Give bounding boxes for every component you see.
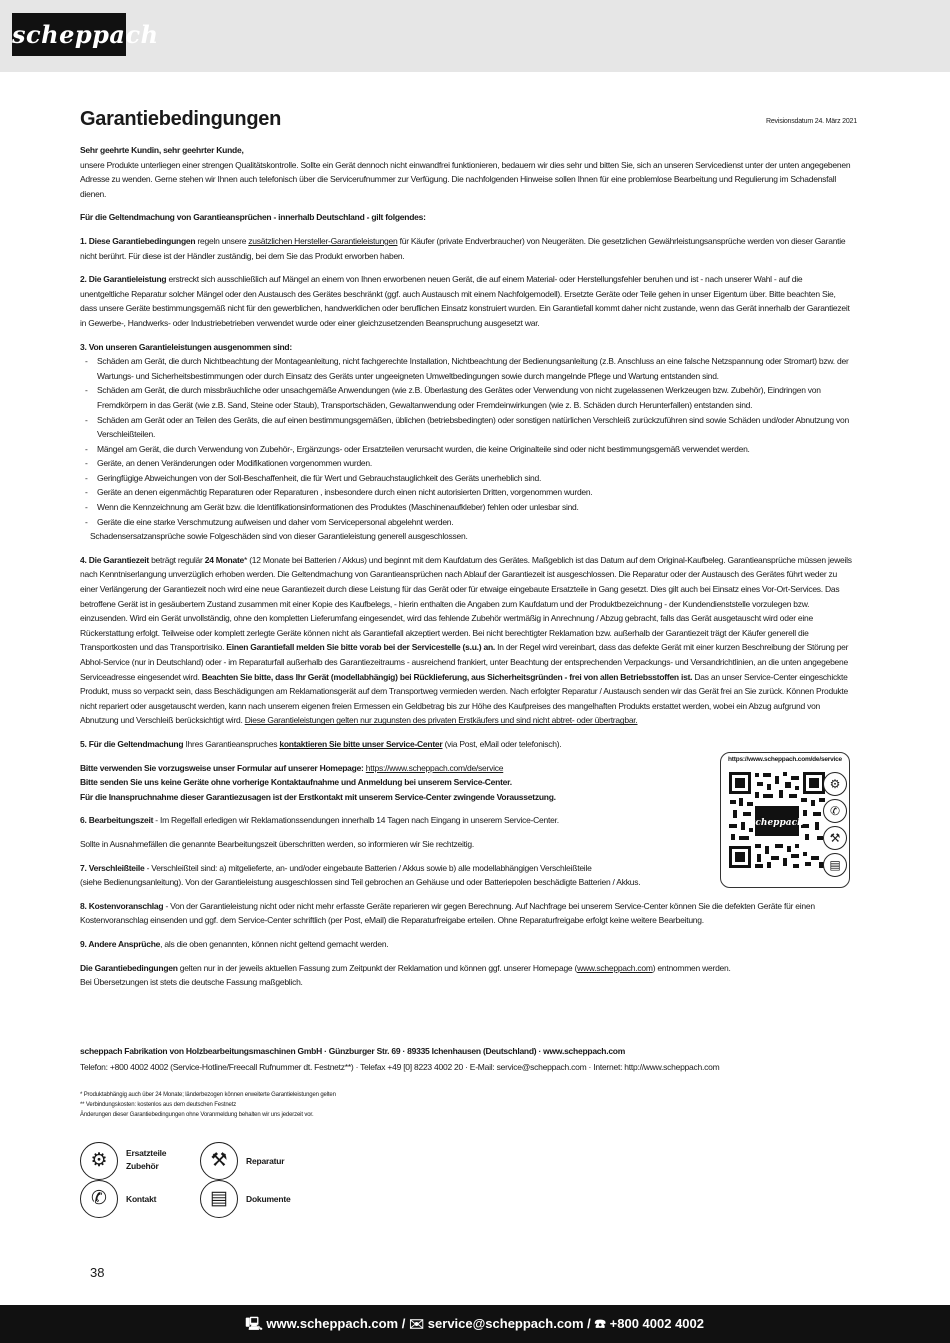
scope-heading: Für die Geltendmachung von Garantieansprüchen - innerhalb Deutschland - gilt folgendes: [80,212,426,223]
spare-parts-icon: ⚙ [823,772,847,796]
footnote: ** Verbindungskosten: kostenlos aus dem deutschen Festnetz [80,1102,237,1108]
section-5: 5. Für die Geltendmachung Ihres Garantieanspruches kontaktieren Sie bitte unser Service-Center (via Post, eMail oder telefonisch). [80,738,562,749]
footnotes [80,1090,336,1120]
section-8: 8. Kostenvoranschlag - Von der Garantieleistung nicht oder nicht mehr erfasste Geräte reparieren wir gegen Berechnung. Auf Nachfrage bei unserem Service-Center können Sie die defekten Geräte für einen Kostenvoranschlag einsenden und ggf. dem Service-Center schriftlich (per Post, eMail) die Reparaturfreigabe erteilen. Ohne Reparaturfreigabe erfolgt keine weitere Bearbeitung. [80,900,815,926]
list-item: - Geräte an denen eigenmächtig Reparaturen oder Reparaturen , insbesondere durch einen nicht autorisierten Dritten, vorgenommen wurden. [85,485,852,500]
phone-number[interactable]: +800 4002 4002 [609,1316,704,1331]
documents-icon: ▤ [823,853,847,877]
section-3-closing: Schadensersatzansprüche sowie Folgeschäden sind von dieser Garantieleistung generell ausgeschlossen. [90,531,468,542]
section-3-heading: 3. Von unseren Garantieleistungen ausgenommen sind: [80,341,292,352]
legend-contact: ✆ Kontakt [80,1180,200,1220]
computer-icon: 🖳 [245,1316,263,1331]
page-number: 38 [90,1265,105,1280]
homepage-link[interactable]: www.scheppach.com [577,962,653,973]
qr-url: https://www.scheppach.com/de/service [728,756,842,763]
manufacturer-warranty-link: zusätzlichen Hersteller-Garantieleistungen [248,235,398,246]
list-item: - Geräte, an denen Veränderungen oder Modifikationen vorgenommen wurden. [85,456,852,471]
footnote: * Produktabhängig auch über 24 Monate; länderbezogen können erweiterte Garantieleistungen gelten [80,1092,336,1098]
section-6-note: Sollte in Ausnahmefällen die genannte Bearbeitungszeit überschritten werden, so informieren wir Sie rechtzeitig. [80,838,474,849]
list-item: - Mängel am Gerät, die durch Verwendung von Zubehör-, Ergänzungs- oder Ersatzteilen verursacht wurden, die keine Originalteile sind oder nicht bestimmungsgemäß verwendet werden. [85,442,852,457]
service-form-link[interactable]: https://www.scheppach.com/de/service [365,762,504,773]
company-line-1: scheppach Fabrikation von Holzbearbeitungsmaschinen GmbH · Günzburger Str. 69 · 89335 Ichenhausen (Deutschland) · www.scheppach.com [80,1046,626,1056]
footnote: Änderungen dieser Garantiebedingungen ohne Voranmeldung behalten wir uns jederzeit vor. [80,1112,314,1118]
list-item: - Geringfügige Abweichungen von der Soll-Beschaffenheit, die für Wert und Gebrauchstauglichkeit des Geräts unerheblich sind. [85,471,852,486]
contact-icon: ✆ [823,799,847,823]
logo-text: scheppach [12,20,159,49]
section-6: 6. Bearbeitungszeit - Im Regelfall erledigen wir Reklamationssendungen innerhalb 14 Tagen nach Eingang in unserem Service-Center. [80,815,559,826]
section-9: 9. Andere Ansprüche, als die oben genannten, können nicht geltend gemacht werden. [80,938,389,949]
website-link[interactable]: www.scheppach.com [266,1316,399,1331]
list-item: - Schäden am Gerät oder an Teilen des Geräts, die auf einen bestimmungsgemäßen, üblichen (betriebsbedingten) oder sonstigen natürlichen Verschleiß zurückzuführen sind sowie Schäden und/oder Abnutzung von Verschleißteilen. [85,413,852,442]
repair-icon: ⚒ [823,826,847,850]
revision-date: Revisionsdatum 24. März 2021 [766,118,857,125]
qr-badge: scheppach [750,818,804,828]
salutation: Sehr geehrte Kundin, sehr geehrter Kunde, [80,145,244,155]
header-bar [0,0,950,72]
intro-paragraph: unsere Produkte unterliegen einer strengen Qualitätskontrolle. Sollte ein Gerät dennoch nicht einwandfrei funktionieren, bedauern wir dies sehr und bitten Sie, sich an unseren Servicedienst unter der unten angegebenen Adresse zu wenden. Gerne stehen wir Ihnen auch telefonisch über die Servicerufnummer zur Verfügung. Die nachfolgenden Hinweise sollen Ihnen für eine problemlose Bearbeitung und Regulierung im Schadensfall dienen. [80,159,851,199]
documents-icon: ▤ [200,1180,238,1218]
exclusions-list [80,354,852,529]
contact-icon: ✆ [80,1180,118,1218]
list-item: - Schäden am Gerät, die durch missbräuchliche oder unsachgemäße Anwendungen (wie z.B. Überlastung des Gerätes oder Verwendung von nicht zugelassenen Werkzeugen bzw. Zubehör), Eindringen von Fremdkörpern in das Gerät (wie z.B. Sand, Steine oder Staub), Transportschäden, Gewaltanwendung oder Fremdeinwirkungen (wie z. B. Schäden durch Herunterfallen) entstanden sind. [85,383,852,412]
page-title: Garantiebedingungen [80,108,281,130]
contact-bar: 🖳 www.scheppach.com / ✉ service@scheppach.com / ☎ +800 4002 4002 [0,1305,950,1343]
company-line-2: Telefon: +800 4002 4002 (Service-Hotline/Freecall Rufnummer dt. Festnetz**) · Telefax +49 [0] 8223 4002 20 · E-Mail: service@scheppach.com · Internet: http://www.scheppach.com [80,1061,720,1072]
section-4: 4. Die Garantiezeit beträgt regulär 24 Monate* (12 Monate bei Batterien / Akkus) und beginnt mit dem Kaufdatum des Gerätes. Maßgeblich ist das Datum auf dem Original-Kaufbeleg. Garantieansprüche müssen jeweils nach Kenntniserlangung unverzüglich erhoben werden. Die Geltendmachung von Garantieansprüchen nach Ablauf der Garantiezeit ist ausgeschlossen. Die Reparatur oder der Austausch des Gerätes führt weder zu einer Verlängerung der Garantiezeit noch wird eine neue Garantiezeit durch diese Leistung für das Gerät oder für etwaige eingebaute Ersatzteile in Gang gesetzt. Dies gilt auch bei Einsatz eines Vor-Ort-Services. Das betroffene Gerät ist in gesäubertem Zustand zusammen mit einer Kopie des Kaufbelegs, - hierin enthalten die Angaben zum Kaufdatum und der Produktbezeichnung - der Kundendienststelle vorzulegen bzw. einzusenden. Wird ein Gerät unvollständig, ohne den kompletten Lieferumfang eingesendet, wird das fehlende Zubehör wertmäßig in Anrechnung / Abzug gebracht, falls das Gerät ausgetauscht wird oder eine Rückerstattung erfolgt. Teilweise oder komplett zerlegte Geräte können nicht als Garantiefall akzeptiert werden. Bei nicht berechtigter Reklamation bzw. außerhalb der Garantiezeit trägt der Käufer generell die Transportkosten und das Transportrisiko. Einen Garantiefall melden Sie bitte vorab bei der Servicestelle (s.u.) an. In der Regel wird vereinbart, dass das defekte Gerät mit einer kurzen Beschreibung der Störung per Abhol-Service (nur in Deutschland) oder - im Reparaturfall außerhalb des Garantiezeitraums - ausreichend frankiert, unter Beachtung der entsprechenden Verpackungs- und Versandrichtlinien, an die unten angegebene Serviceadresse eingesendet wird. Beachten Sie bitte, dass Ihr Gerät (modellabhängig) bei Rücklieferung, aus Sicherheitsgründen - frei von allen Betriebsstoffen ist. Das an unser Service-Center eingeschickte Produkt, muss so verpackt sein, dass Beschädigungen am Reklamationsgerät auf dem Transportweg vermieden werden. Nach erfolgter Reparatur / Austausch senden wir das Gerät frei an Sie zurück. Können Produkte nicht repariert oder ausgetauscht werden, kann nach unserem eigenen freien Ermessen ein Geldbetrag bis zur Höhe des Kaufpreises des mangelhaften Produkts erstattet werden, wobei ein Abzug aufgrund von Abnutzung und Verschleiß berücksichtigt wird. Diese Garantieleistungen gelten nur zugunsten des privaten Erstkäufers und sind nicht abtret- oder übertragbar. [80,554,852,726]
section-1: 1. Diese Garantiebedingungen regeln unsere zusätzlichen Hersteller-Garantieleistungen für Käufer (private Endverbraucher) von Neugeräten. Die gesetzlichen Gewährleistungsansprüche werden von dieser Garantie nicht berührt. Für diese ist der Händler zuständig, bei dem Sie das Produkt erworben haben. [80,235,846,261]
service-form-line: Bitte verwenden Sie vorzugsweise unser Formular auf unserer Homepage: https://www.scheppach.com/de/service [80,762,504,773]
legend-repair: ⚒ Reparatur [200,1142,320,1182]
scheppach-logo[interactable] [12,13,159,56]
legend-spare-parts: ⚙ Ersatzteile Zubehör [80,1142,200,1182]
email-link[interactable]: service@scheppach.com [427,1316,584,1331]
no-devices-notice: Bitte senden Sie uns keine Geräte ohne vorherige Kontaktaufnahme und Anmeldung bei unserem Service-Center. [80,777,512,788]
phone-icon: ☎ [594,1316,607,1331]
repair-icon: ⚒ [200,1142,238,1180]
first-contact-notice: Für die Inanspruchnahme dieser Garantiezusagen ist der Erstkontakt mit unserem Service-Center zwingende Voraussetzung. [80,791,556,802]
qr-code-box[interactable] [720,752,850,888]
qr-code [727,770,827,870]
list-item: - Geräte die eine starke Verschmutzung aufweisen und daher vom Servicepersonal abgelehnt werden. [85,515,852,530]
company-address [80,1044,719,1075]
closing-paragraph: Die Garantiebedingungen gelten nur in der jeweils aktuellen Fassung zum Zeitpunkt der Reklamation und können ggf. unserer Homepage (www.scheppach.com) entnommen werden. [80,962,731,973]
section-7: 7. Verschleißteile - Verschleißteil sind: a) mitgelieferte, an- und/oder eingebaute Batterien / Akkus sowie b) alle modellabhängigen Verschleißteile (siehe Bedienungsanleitung). Von der Garantieleistung ausgeschlossen sind Teil gebrochen an Gehäuse und oder Batteriepolen beschädigte Batterien / Akkus. [80,862,641,888]
mail-icon: ✉ [408,1316,425,1331]
spare-parts-icon: ⚙ [80,1142,118,1180]
legend-documents: ▤ Dokumente [200,1180,320,1220]
list-item: - Schäden am Gerät, die durch Nichtbeachtung der Montageanleitung, nicht fachgerechte Installation, Nichtbeachtung der Bedienungsanleitung (z.B. Anschluss an eine falsche Netzspannung oder Stromart) bzw. der Wartungs- und Sicherheitsbestimmungen oder durch Einsatz des Geräts unter ungeeigneten Umweltbedingungen sowie durch mangelnde Pflege und Wartung entstanden sind. [85,354,852,383]
translation-note: Bei Übersetzungen ist stets die deutsche Fassung maßgeblich. [80,977,303,988]
list-item: - Wenn die Kennzeichnung am Gerät bzw. die Identifikationsinformationen des Produktes (Maschinenaufkleber) fehlen oder unlesbar sind. [85,500,852,515]
section-2: 2. Die Garantieleistung erstreckt sich ausschließlich auf Mängel an einem von Ihnen erworbenen neuen Gerät, die auf einem Material- oder Herstellungsfehler beruhen und ist - nach unserer Wahl - auf die unentgeltliche Reparatur solcher Mängel oder den Austausch des Gerätes beschränkt (ggf. auch Austausch mit einem Nachfolgemodell). Ersetzte Geräte oder Teile gehen in unser Eigentum über. Bitte beachten Sie, dass unsere Geräte bestimmungsgemäß nicht für den gewerblichen, handwerklichen oder beruflichen Einsatz konstruiert wurden. Ein Garantiefall kommt daher nicht zustande, wenn das Gerät innerhalb der Garantiezeit in Gewerbe-, Handwerks- oder Industriebetrieben verwendet wurde oder einer gleichzusetzenden Beanspruchung ausgesetzt war. [80,274,850,328]
service-center-link: kontaktieren Sie bitte unser Service-Center [279,738,443,749]
